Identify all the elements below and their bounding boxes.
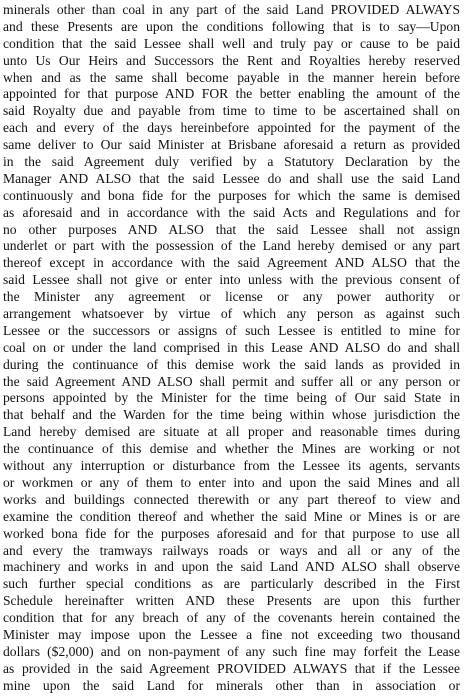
text-line: same deliver to Our said Minister at Brisbane aforesaid a return as provided <box>3 137 460 153</box>
text-line: such further special conditions as are particularly described in the First <box>3 576 460 592</box>
text-line: underlet or part with the possession of the Land hereby demised or any part <box>3 238 460 254</box>
text-line: Lessee or the successors or assigns of such Lessee is entitled to mine for <box>3 322 460 338</box>
text-line: the Minister any agreement or license or any power authority or <box>3 289 460 305</box>
text-line: when and as the same shall become payable in the manner herein before <box>3 69 460 85</box>
text-line: as aforesaid and in accordance with the said Acts and Regulations and for <box>3 204 460 220</box>
text-line: condition that the said Lessee shall well and truly pay or cause to be paid <box>3 35 460 51</box>
text-line: the said Agreement AND ALSO shall permit and suffer all or any person or <box>3 373 460 389</box>
text-line: Minister may impose upon the Lessee a fine not exceeding two thousand <box>3 626 460 642</box>
text-line: thereof except in accordance with the said Agreement AND ALSO that the <box>3 255 460 271</box>
text-line: in the said Agreement duly verified by a Statutory Declaration by the <box>3 154 460 170</box>
text-line: mine upon the said Land for minerals other than in association or <box>3 677 460 693</box>
text-line: minerals other than coal in any part of the said Land PROVIDED ALWAYS <box>3 2 460 17</box>
text-line: unto Us Our Heirs and Successors the Rent and Royalties hereby reserved <box>3 52 460 68</box>
text-line: without any interruption or disturbance from the Lessee its agents, servants <box>3 458 460 474</box>
text-line: the continuance of this demise and whether the Mines are working or not <box>3 441 460 457</box>
text-line: machinery and works in and upon the said Land AND ALSO shall observe <box>3 559 460 575</box>
text-line: Manager AND ALSO that the said Lessee do and shall use the said Land <box>3 170 460 186</box>
text-line: coal on or under the land comprised in this Lease AND ALSO do and shall <box>3 339 460 355</box>
text-line: or workmen or any of them to enter into and upon the said Mines and all <box>3 474 460 490</box>
text-line: no other purposes AND ALSO that the said Lessee shall not assign <box>3 221 460 237</box>
text-line: said Royalty due and payable from time to time to be ascertained shall on <box>3 103 460 119</box>
text-line: worked bona fide for the purposes aforesaid and for that purpose to use all <box>3 525 460 541</box>
text-line: works and buildings connected therewith or any part thereof to view and <box>3 491 460 507</box>
text-line: each and every of the days hereinbefore appointed for the payment of the <box>3 120 460 136</box>
text-line: Land hereby demised are situate at all proper and reasonable times during <box>3 424 460 440</box>
text-line: examine the condition thereof and whether the said Mine or Mines is or are <box>3 508 460 524</box>
text-line: continuously and bona fide for the purposes for which the same is demised <box>3 187 460 203</box>
document-page <box>0 2 465 695</box>
text-line: Schedule hereinafter written AND these Presents are upon this further <box>3 593 460 609</box>
text-line: and every the tramways railways roads or ways and all or any of the <box>3 542 460 558</box>
text-line: said Lessee shall not give or enter into unless with the previous consent of <box>3 272 460 288</box>
text-line: arrangement whatsoever by virtue of which any person as against such <box>3 306 460 322</box>
text-line: dollars ($2,000) and on non-payment of any such fine may forfeit the Lease <box>3 643 460 659</box>
text-line: appointed for that purpose AND FOR the better enabling the amount of the <box>3 86 460 102</box>
text-line: condition that for any breach of any of the covenants herein contained the <box>3 610 460 626</box>
text-line: and these Presents are upon the conditions following that is to say—Upon <box>3 18 460 34</box>
text-line: persons appointed by the Minister for the time being of Our said State in <box>3 390 460 406</box>
text-line: during the continuance of this demise work the said lands as provided in <box>3 356 460 372</box>
text-line: that behalf and the Warden for the time being within whose jurisdiction the <box>3 407 460 423</box>
text-line: as provided in the said Agreement PROVIDED ALWAYS that if the Lessee <box>3 660 460 676</box>
